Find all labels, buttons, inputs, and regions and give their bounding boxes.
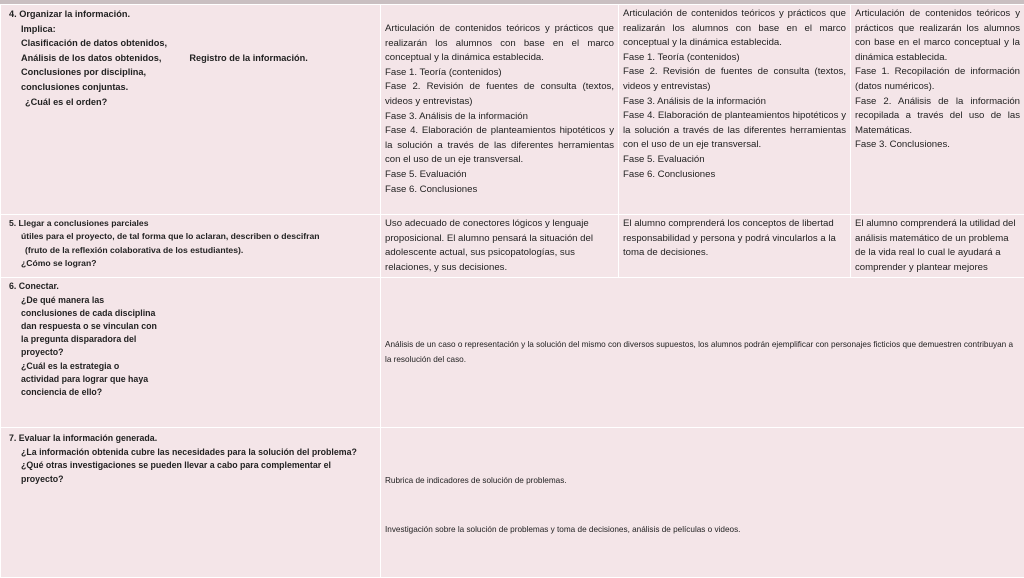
step-7-cell bbox=[1, 428, 381, 578]
step-5-heading: 5. Llegar a conclusiones parciales bbox=[5, 217, 376, 230]
step-4-conjuntas: conclusiones conjuntas. bbox=[5, 80, 376, 95]
step-7-line2: ¿La información obtenida cubre las necesidades para la solución del problema? bbox=[5, 446, 376, 459]
col2-line: Articulación de contenidos teóricos y prácticos que realizarán los alumnos con base en el marco conceptual y la dinámica establecida. bbox=[623, 7, 846, 51]
spacer bbox=[385, 489, 1020, 523]
col2-line: Fase 4. Elaboración de planteamientos hipotéticos y la solución a través de las diferentes herramientas con el uso de un eje transversal. bbox=[623, 109, 846, 153]
step-5-col2: El alumno comprenderá los conceptos de libertad responsabilidad y persona y podrá vincularlos a la toma de decisiones. bbox=[619, 215, 851, 278]
step-4-orden: ¿Cuál es el orden? bbox=[5, 95, 376, 110]
col1-line: Fase 6. Conclusiones bbox=[385, 183, 614, 198]
table-row bbox=[1, 5, 1024, 215]
step-6-cell bbox=[1, 278, 381, 428]
col1-line: Fase 5. Evaluación bbox=[385, 168, 614, 183]
step-6-line: ¿Cuál es la estrategia o bbox=[5, 360, 376, 373]
col3-line: Fase 2. Análisis de la información recopilada a través del uso de las Matemáticas. bbox=[855, 95, 1020, 139]
step-6-line: actividad para lograr que haya bbox=[5, 373, 376, 386]
col3-line: Fase 3. Conclusiones. bbox=[855, 138, 1020, 153]
step-7-description bbox=[381, 428, 1024, 578]
col2-line: Fase 1. Teoría (contenidos) bbox=[623, 51, 846, 66]
step-4-col2 bbox=[619, 5, 851, 215]
col1-line: Fase 1. Teoría (contenidos) bbox=[385, 66, 614, 81]
step-6-line: la pregunta disparadora del bbox=[5, 333, 376, 346]
step-6-heading: 6. Conectar. bbox=[5, 280, 376, 293]
step-4-implica: Implica: bbox=[5, 22, 376, 37]
table-row bbox=[1, 278, 1024, 428]
step-4-col1 bbox=[381, 5, 619, 215]
step-4-analisis: Análisis de los datos obtenidos, bbox=[21, 51, 161, 66]
col1-line: Fase 3. Análisis de la información bbox=[385, 110, 614, 125]
col2-line: Fase 5. Evaluación bbox=[623, 153, 846, 168]
planning-table bbox=[0, 4, 1024, 578]
step-4-cell bbox=[1, 5, 381, 215]
step-7-investigacion: Investigación sobre la solución de problemas y toma de decisiones, análisis de películas o videos. bbox=[385, 523, 1020, 537]
step-4-registro: Registro de la información. bbox=[189, 51, 307, 66]
step-6-line: conciencia de ello? bbox=[5, 386, 376, 399]
col1-line: Fase 2. Revisión de fuentes de consulta (textos, videos y entrevistas) bbox=[385, 80, 614, 109]
step-5-line4: ¿Cómo se logran? bbox=[5, 257, 376, 270]
col3-line: Fase 1. Recopilación de información (datos numéricos). bbox=[855, 65, 1020, 94]
step-5-line3: (fruto de la reflexión colaborativa de los estudiantes). bbox=[5, 244, 376, 257]
col2-line: Fase 2. Revisión de fuentes de consulta (textos, videos y entrevistas) bbox=[623, 65, 846, 94]
step-5-col1: Uso adecuado de conectores lógicos y lenguaje proposicional. El alumno pensará la situación del adolescente actual, sus psicopatologías, sus relaciones, y sus decisiones. bbox=[381, 215, 619, 278]
step-4-heading: 4. Organizar la información. bbox=[5, 7, 376, 22]
table-row bbox=[1, 428, 1024, 578]
step-6-line: ¿De qué manera las bbox=[5, 294, 376, 307]
step-7-line3: ¿Qué otras investigaciones se pueden llevar a cabo para complementar el bbox=[5, 459, 376, 472]
col3-line: Articulación de contenidos teóricos y prácticos que realizarán los alumnos con base en el marco conceptual y la dinámica establecida. bbox=[855, 7, 1020, 65]
step-6-description: Análisis de un caso o representación y la solución del mismo con diversos supuestos, los alumnos podrán ejemplificar con personajes ficticios que demuestren contribuyan a la resolución del caso. bbox=[381, 278, 1024, 428]
step-4-col3 bbox=[851, 5, 1024, 215]
step-4-clasificacion: Clasificación de datos obtenidos, bbox=[5, 36, 376, 51]
col1-line: Fase 4. Elaboración de planteamientos hipotéticos y la solución a través de las diferentes herramientas con el uso de un eje transversal. bbox=[385, 124, 614, 168]
col2-line: Fase 3. Análisis de la información bbox=[623, 95, 846, 110]
col1-line: Articulación de contenidos teóricos y prácticos que realizarán los alumnos con base en el marco conceptual y la dinámica establecida. bbox=[385, 22, 614, 66]
step-5-col3: El alumno comprenderá la utilidad del análisis matemático de un problema de la vida real lo cual le ayudará a comprender y plantear mejores bbox=[851, 215, 1024, 278]
step-7-rubrica: Rubrica de indicadores de solución de problemas. bbox=[385, 474, 1020, 488]
step-4-conclusiones: Conclusiones por disciplina, bbox=[5, 65, 376, 80]
step-7-line4: proyecto? bbox=[5, 473, 376, 486]
table-row bbox=[1, 215, 1024, 278]
step-4-analisis-row bbox=[5, 51, 376, 66]
step-7-heading: 7. Evaluar la información generada. bbox=[5, 432, 376, 445]
step-5-cell bbox=[1, 215, 381, 278]
step-5-line2: útiles para el proyecto, de tal forma que lo aclaran, describen o descifran bbox=[5, 230, 376, 243]
step-6-line: proyecto? bbox=[5, 346, 376, 359]
col2-line: Fase 6. Conclusiones bbox=[623, 168, 846, 183]
step-6-line: conclusiones de cada disciplina bbox=[5, 307, 376, 320]
step-6-line: dan respuesta o se vinculan con bbox=[5, 320, 376, 333]
